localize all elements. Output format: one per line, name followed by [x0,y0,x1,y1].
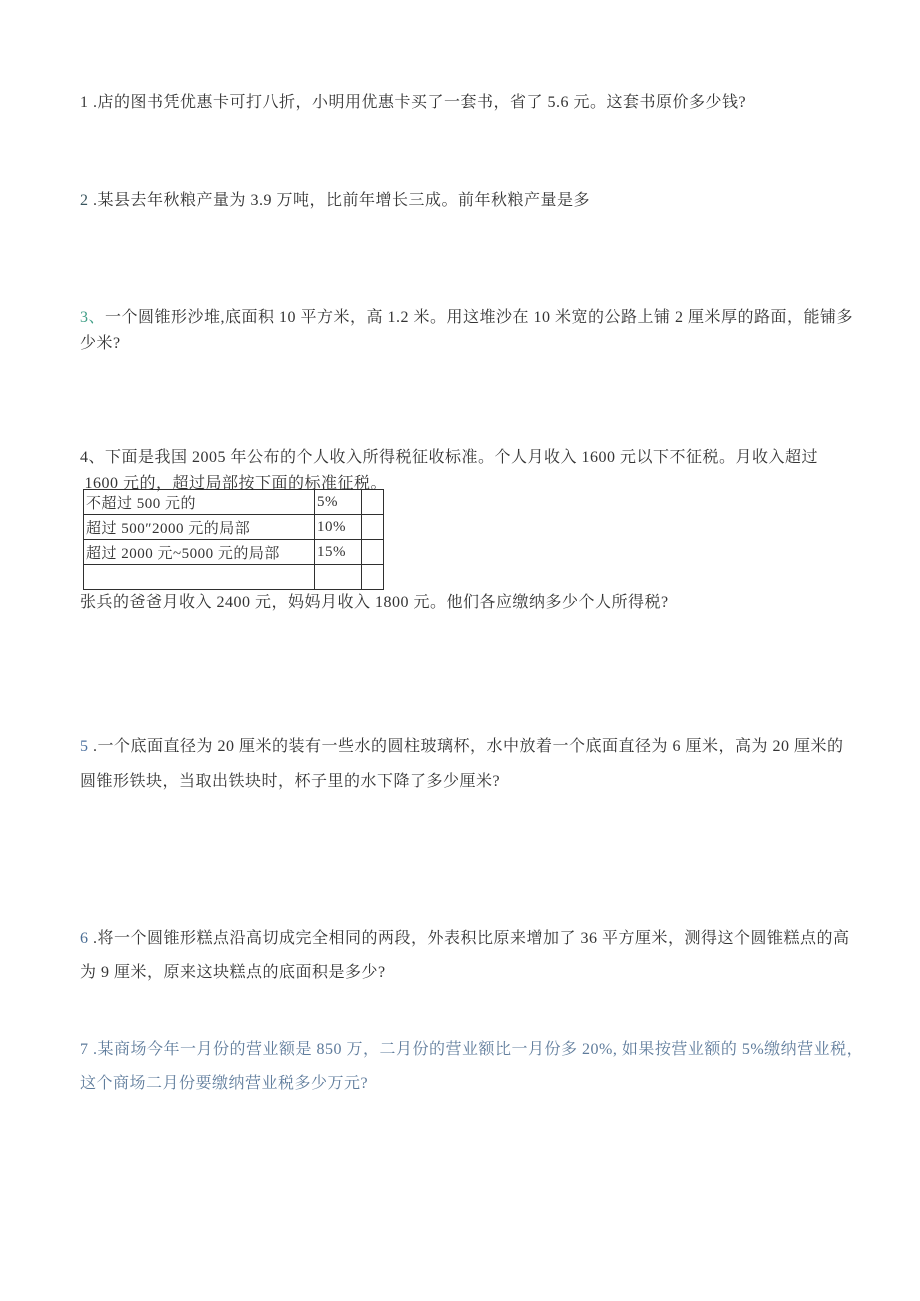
problem-line: 少米? [80,335,121,352]
table-cell-empty [362,515,384,540]
problem-number: 7 [80,1041,89,1058]
problem-number: 4 [80,449,89,466]
problem-line: 1600 元的，超过局部按下面的标准征税。 [80,475,388,492]
problem-text: 某县去年秋粮产量为 3.9 万吨，比前年增长三成。前年秋粮产量是多 [97,192,591,209]
problem-2 [80,188,870,214]
problem-text: 一个底面直径为 20 厘米的装有一些水的圆柱玻璃杯，水中放着一个底面直径为 6 厘米，高为 20 厘米的 [97,738,844,755]
problem-line [80,90,870,116]
problem-line: 这个商场二月份要缴纳营业税多少万元? [80,1075,369,1092]
table-row [84,515,384,540]
problem-line [80,305,870,331]
problem-number-separator: . [88,192,98,209]
tax-rate-table [83,489,384,590]
problem-number-separator: . [88,1041,98,1058]
problem-number: 1 [80,94,89,111]
table-row [84,490,384,515]
problem-number: 3 [80,309,89,326]
problem-text: 某商场今年一月份的营业额是 850 万，二月份的营业额比一月份多 20%, 如果按营业额的 5%缴纳营业税， [97,1041,864,1058]
problem-3 [80,305,870,357]
table-cell-empty [362,540,384,565]
table-cell-bracket [84,565,315,590]
problem-text: 店的图书凭优惠卡可打八折，小明用优惠卡买了一套书，省了 5.6 元。这套书原价多少钱? [97,94,747,111]
problem-5 [80,729,870,799]
problem-number: 5 [80,738,89,755]
problem-text: 将一个圆锥形糕点沿高切成完全相同的两段，外表积比原来增加了 36 平方厘米，测得这个圆锥糕点的高 [97,930,850,947]
tax-question-text: 张兵的爸爸月收入 2400 元，妈妈月收入 1800 元。他们各应缴纳多少个人所得税? [80,594,669,611]
problem-number: 2 [80,192,89,209]
table-cell-rate: 15% [315,540,362,565]
problem-number-separator: . [88,738,98,755]
problem-text: 下面是我国 2005 年公布的个人收入所得税征收标准。个人月收入 1600 元以下不征税。月收入超过 [105,449,819,466]
problem-line: 为 9 厘米，原来这块糕点的底面积是多少? [80,964,386,981]
table-cell-rate [315,565,362,590]
table-cell-rate: 10% [315,515,362,540]
table-cell-rate: 5% [315,490,362,515]
problem-text: 一个圆锥形沙堆,底面积 10 平方米，高 1.2 米。用这堆沙在 10 米宽的公路上铺 2 厘米厚的路面，能铺多 [105,309,854,326]
problem-number-separator: . [88,94,98,111]
table-cell-bracket: 超过 2000 元~5000 元的局部 [84,540,315,565]
problem-7 [80,1033,870,1101]
table-cell-bracket: 不超过 500 元的 [84,490,315,515]
problem-line [80,922,870,956]
table-row [84,565,384,590]
table-cell-empty [362,565,384,590]
problem-line [80,729,870,764]
problem-line [80,188,870,214]
problem-line [80,1033,870,1067]
problem-number-separator: 、 [88,309,106,326]
problem-number-separator: . [88,930,98,947]
table-cell-bracket: 超过 500″2000 元的局部 [84,515,315,540]
problem-number-separator: 、 [88,449,106,466]
problem-1 [80,90,870,116]
problem-line: 圆锥形铁块，当取出铁块时，杯子里的水下降了多少厘米? [80,773,501,790]
problem-6 [80,922,870,990]
problem-line [80,445,870,471]
table-row [84,540,384,565]
problem-number: 6 [80,930,89,947]
table-cell-empty [362,490,384,515]
